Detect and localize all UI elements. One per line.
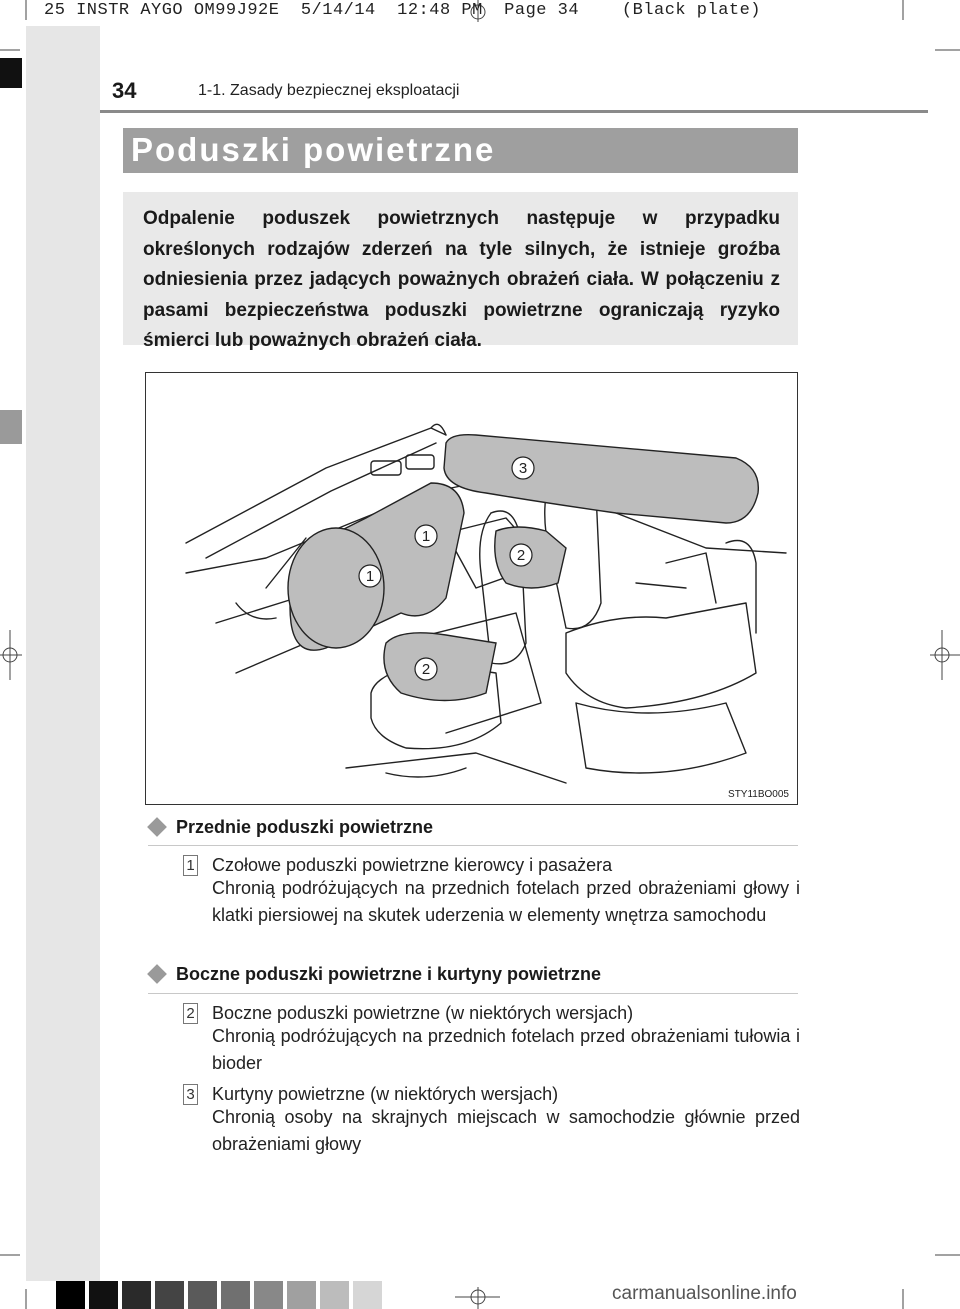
section-divider <box>148 845 798 846</box>
page-number: 34 <box>112 78 137 103</box>
title-bar <box>123 128 798 173</box>
callout-1-upper: 1 <box>421 528 431 545</box>
running-header: 1-1. Zasady bezpiecznej eksploatacji <box>198 82 460 99</box>
page-title: Poduszki powietrzne <box>131 131 496 168</box>
item-title-curtain-airbags: Kurtyny powietrzne (w niektórych wersjach) <box>212 1084 559 1104</box>
car-interior-drawing <box>146 373 796 803</box>
driver-side-airbag <box>384 633 496 701</box>
intro-text: Odpalenie poduszek powietrznych następuje w przypadku określonych rodzajów zderzeń na tyle silnych, że istnieje groźba odniesienia przez jadących poważnych obrażeń ciała. W połączeniu z pasami bezpieczeństwa poduszki powietrzne ograniczają ryzyko śmierci lub poważnych obrażeń ciała. <box>143 208 780 351</box>
callout-3: 3 <box>518 460 528 477</box>
curtain-airbag <box>444 435 758 523</box>
item-number-2: 2 <box>183 1003 198 1024</box>
section-heading-side: Boczne poduszki powietrzne i kurtyny powietrzne <box>176 964 602 984</box>
callout-2-lower: 2 <box>421 661 431 678</box>
callout-2-upper: 2 <box>516 547 526 564</box>
figure-code: STY11BO005 <box>728 789 789 800</box>
section-divider <box>148 993 798 994</box>
item-desc-front-airbags: Chronią podróżujących na przednich fotelach przed obrażeniami głowy i klatki piersiowej na skutek uderzenia w elementy wnętrza samochodu <box>212 878 800 925</box>
header-rule <box>100 110 928 113</box>
item-number-3: 3 <box>183 1084 198 1105</box>
airbag-illustration <box>145 372 798 805</box>
item-desc-side-airbags: Chronią podróżujących na przednich fotelach przed obrażeniami tułowia i bioder <box>212 1026 800 1073</box>
item-desc-curtain-airbags: Chronią osoby na skrajnych miejscach w samochodzie głównie przed obrażeniami głowy <box>212 1107 800 1154</box>
item-title-front-airbags: Czołowe poduszki powietrzne kierowcy i pasażera <box>212 855 613 875</box>
print-slug: 25 INSTR AYGO OM99J92E 5/14/14 12:48 PM Page 34 (Black plate) <box>44 1 762 20</box>
callout-1-lower: 1 <box>365 568 375 585</box>
watermark: carmanualsonline.info <box>612 1283 797 1304</box>
intro-box <box>123 192 798 351</box>
item-title-side-airbags: Boczne poduszki powietrzne (w niektórych wersjach) <box>212 1003 634 1023</box>
section-heading-front: Przednie poduszki powietrzne <box>176 817 434 837</box>
item-number-1: 1 <box>183 855 198 876</box>
